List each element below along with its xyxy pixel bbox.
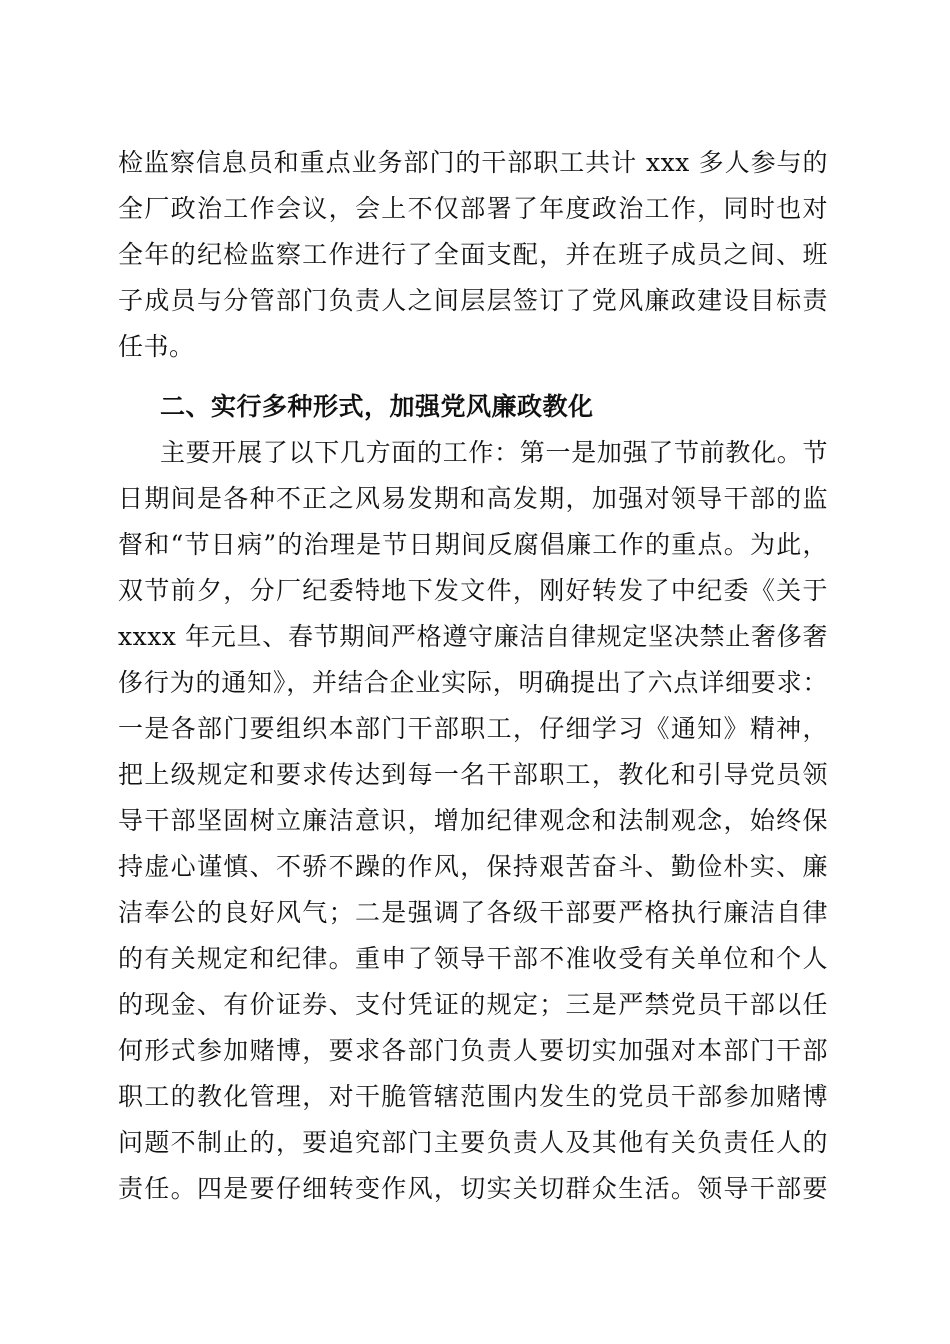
text-line: 全年的纪检监察工作进行了全面支配，并在班子成员之间、班 bbox=[118, 240, 828, 269]
text-line: 一是各部门要组织本部门干部职工，仔细学习《通知》精神， bbox=[118, 714, 828, 743]
text-line: 双节前夕，分厂纪委特地下发文件，刚好转发了中纪委《关于 bbox=[118, 576, 828, 605]
text-line: 责任。四是要仔细转变作风，切实关切群众生活。领导干部要 bbox=[118, 1174, 828, 1203]
text-line: 何形式参加赌博，要求各部门负责人要切实加强对本部门干部 bbox=[118, 1036, 828, 1065]
text-line: 任书。 bbox=[118, 332, 195, 361]
text-line: 职工的教化管理，对干脆管辖范围内发生的党员干部参加赌博 bbox=[118, 1082, 828, 1111]
paragraph-2 bbox=[118, 430, 828, 1212]
text-line: 持虚心谨慎、不骄不躁的作风，保持艰苦奋斗、勤俭朴实、廉 bbox=[118, 852, 828, 881]
text-line: 全厂政治工作会议，会上不仅部署了年度政治工作，同时也对 bbox=[118, 194, 828, 223]
text-line: 日期间是各种不正之风易发期和高发期，加强对领导干部的监 bbox=[118, 484, 828, 513]
text-line: 洁奉公的良好风气；二是强调了各级干部要严格执行廉洁自律 bbox=[118, 898, 828, 927]
paragraph-1 bbox=[118, 140, 828, 370]
text-line: 的现金、有价证券、支付凭证的规定；三是严禁党员干部以任 bbox=[118, 990, 828, 1019]
text-line: 主要开展了以下几方面的工作：第一是加强了节前教化。节 bbox=[160, 438, 828, 467]
text-line: 子成员与分管部门负责人之间层层签订了党风廉政建设目标责 bbox=[118, 286, 828, 315]
text-line: 导干部坚固树立廉洁意识，增加纪律观念和法制观念，始终保 bbox=[118, 806, 828, 835]
text-line: 问题不制止的，要追究部门主要负责人及其他有关负责任人的 bbox=[118, 1128, 828, 1157]
body-text bbox=[118, 140, 828, 1212]
text-line: 督和“节日病”的治理是节日期间反腐倡廉工作的重点。为此， bbox=[118, 530, 828, 559]
text-line: 检监察信息员和重点业务部门的干部职工共计 xxx 多人参与的 bbox=[118, 148, 828, 177]
text-line: 把上级规定和要求传达到每一名干部职工，教化和引导党员领 bbox=[118, 760, 828, 789]
text-line: 的有关规定和纪律。重申了领导干部不准收受有关单位和个人 bbox=[118, 944, 828, 973]
text-line: xxxx 年元旦、春节期间严格遵守廉洁自律规定坚决禁止奢侈奢 bbox=[118, 622, 828, 651]
text-line: 侈行为的通知》，并结合企业实际，明确提出了六点详细要求： bbox=[118, 668, 828, 697]
section-heading: 二、实行多种形式，加强党风廉政教化 bbox=[160, 392, 594, 421]
